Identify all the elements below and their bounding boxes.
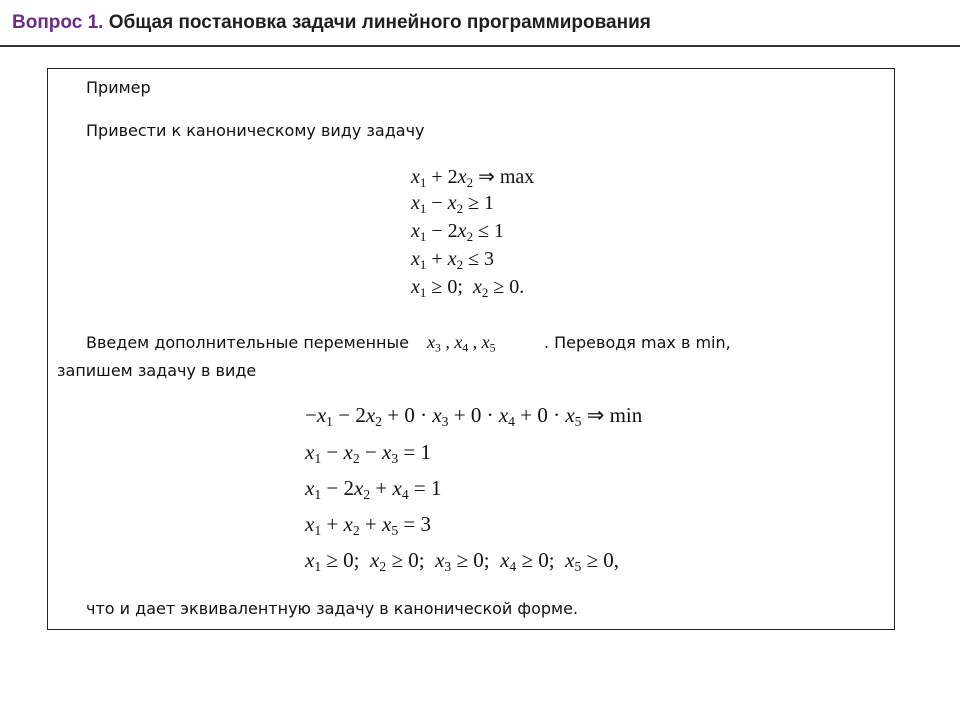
intro-text-line2: запишем задачу в виде <box>57 361 257 380</box>
canonical-nonnegativity: $x_1 \ge 0$; $x_2 \ge 0$; $x_3 \ge 0$; $x_4 \ge 0$; $x_5 \ge 0$, <box>305 548 620 575</box>
intro-text-part1: Введем дополнительные переменные <box>86 333 409 352</box>
canonical-constraint-3: $x_1 + x_2 + x_5 = 3$ <box>305 512 431 539</box>
objective-function: $x_1 + 2x_2$ ⇒ max <box>411 166 535 190</box>
constraint-3: $x_1 + x_2 \le 3$ <box>411 248 495 272</box>
slide-title <box>12 12 651 34</box>
title-prefix: Вопрос 1. <box>12 12 104 33</box>
canonical-constraint-1: $x_1 - x_2 - x_3 = 1$ <box>305 440 431 467</box>
title-text: Общая постановка задачи линейного программирования <box>108 12 651 33</box>
intro-text-part2-wrap <box>544 333 884 352</box>
intro-text-part2: . Переводя max в min, <box>543 333 731 352</box>
canonical-constraint-2: $x_1 - 2x_2 + x_4 = 1$ <box>305 476 442 503</box>
title-divider <box>0 45 960 47</box>
constraint-1: $x_1 - x_2 \ge 1$ <box>411 192 495 216</box>
task-text: Привести к каноническому виду задачу <box>86 121 425 140</box>
example-heading: Пример <box>86 78 151 97</box>
conclusion-text: что и дает эквивалентную задачу в канонической форме. <box>86 599 579 618</box>
slack-variables-line <box>86 332 884 353</box>
slack-variables: $x_3$ , $x_4$ , $x_5$ <box>426 332 496 355</box>
constraint-2: $x_1 - 2x_2 \le 1$ <box>411 220 505 244</box>
nonnegativity-constraints: $x_1 \ge 0$; $x_2 \ge 0$. <box>411 276 525 300</box>
canonical-objective: $-x_1 - 2x_2 + 0 \cdot x_3 + 0 \cdot x_4 + 0 \cdot x_5$ ⇒ min <box>305 403 643 430</box>
